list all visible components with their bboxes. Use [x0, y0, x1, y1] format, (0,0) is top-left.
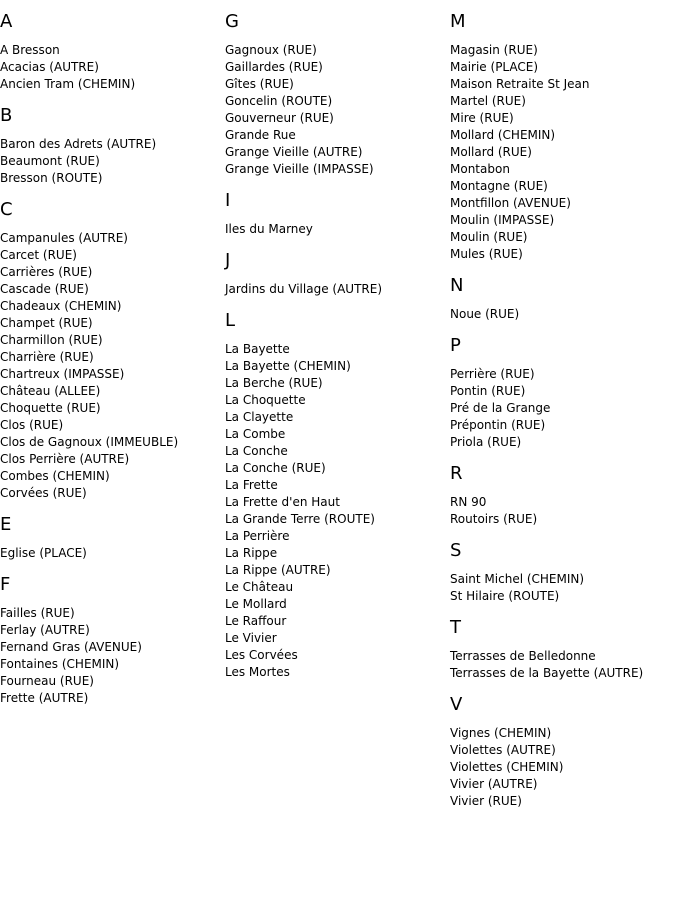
- section-letter-heading: N: [450, 275, 464, 296]
- letter-section: [225, 11, 449, 178]
- street-index-column-3: [450, 0, 674, 822]
- street-list: [0, 605, 224, 707]
- letter-section: [0, 11, 224, 93]
- section-letter-heading: J: [225, 250, 231, 271]
- street-list-item: Le Raffour: [225, 614, 287, 628]
- street-list: [0, 136, 224, 187]
- street-list-item: Champet (RUE): [0, 316, 93, 330]
- street-list-item: Montfillon (AVENUE): [450, 196, 571, 210]
- letter-section: [0, 574, 224, 707]
- street-list-item: Grange Vieille (AUTRE): [225, 145, 363, 159]
- street-list-item: Gaillardes (RUE): [225, 60, 323, 74]
- letter-section: [225, 310, 449, 681]
- letter-section: [225, 190, 449, 238]
- street-list-item: Chartreux (IMPASSE): [0, 367, 125, 381]
- street-list: [450, 306, 674, 323]
- street-list-item: Montabon: [450, 162, 510, 176]
- street-list-item: Fontaines (CHEMIN): [0, 657, 120, 671]
- section-letter-heading: V: [450, 694, 463, 715]
- street-list-item: La Conche: [225, 444, 288, 458]
- street-list-item: Bresson (ROUTE): [0, 171, 103, 185]
- street-list-item: Mairie (PLACE): [450, 60, 539, 74]
- street-list-item: Grande Rue: [225, 128, 296, 142]
- street-list: [450, 571, 674, 605]
- street-list-item: Mollard (RUE): [450, 145, 532, 159]
- letter-section: [450, 617, 674, 682]
- street-list-item: Moulin (RUE): [450, 230, 528, 244]
- street-list-item: La Bayette (CHEMIN): [225, 359, 351, 373]
- street-list-item: La Rippe: [225, 546, 278, 560]
- street-list-item: Prépontin (RUE): [450, 418, 546, 432]
- street-list-item: Ancien Tram (CHEMIN): [0, 77, 136, 91]
- street-list-item: Mire (RUE): [450, 111, 514, 125]
- section-letter-heading: T: [450, 617, 461, 638]
- street-list: [450, 366, 674, 451]
- street-list-item: A Bresson: [0, 43, 60, 57]
- street-list-item: Vivier (AUTRE): [450, 777, 538, 791]
- street-index-column-1: [0, 0, 224, 719]
- street-list-item: Baron des Adrets (AUTRE): [0, 137, 157, 151]
- street-list-item: Ferlay (AUTRE): [0, 623, 90, 637]
- section-letter-heading: E: [0, 514, 12, 535]
- section-letter-heading: A: [0, 11, 13, 32]
- section-letter-heading: I: [225, 190, 231, 211]
- street-list-item: Charrière (RUE): [0, 350, 94, 364]
- street-list-item: Combes (CHEMIN): [0, 469, 110, 483]
- street-list-item: Mollard (CHEMIN): [450, 128, 556, 142]
- section-letter-heading: S: [450, 540, 462, 561]
- section-letter-heading: F: [0, 574, 11, 595]
- street-list-item: La Conche (RUE): [225, 461, 326, 475]
- street-list-item: La Bayette: [225, 342, 290, 356]
- street-list-item: Fernand Gras (AVENUE): [0, 640, 142, 654]
- street-list-item: Le Vivier: [225, 631, 277, 645]
- letter-section: [450, 275, 674, 323]
- street-list-item: Pontin (RUE): [450, 384, 526, 398]
- street-list-item: Chadeaux (CHEMIN): [0, 299, 122, 313]
- street-list-item: Terrasses de la Bayette (AUTRE): [450, 666, 644, 680]
- street-list-item: La Frette: [225, 478, 278, 492]
- street-list-item: Clos de Gagnoux (IMMEUBLE): [0, 435, 179, 449]
- street-list-item: Eglise (PLACE): [0, 546, 87, 560]
- street-list: [0, 545, 224, 562]
- street-list: [0, 230, 224, 502]
- street-list-item: Campanules (AUTRE): [0, 231, 128, 245]
- street-list-item: Les Mortes: [225, 665, 290, 679]
- street-list-item: Martel (RUE): [450, 94, 526, 108]
- street-list-item: Choquette (RUE): [0, 401, 101, 415]
- section-letter-heading: L: [225, 310, 236, 331]
- street-list-item: Saint Michel (CHEMIN): [450, 572, 585, 586]
- street-list-item: Charmillon (RUE): [0, 333, 103, 347]
- street-list-item: Gagnoux (RUE): [225, 43, 317, 57]
- street-list: [450, 494, 674, 528]
- section-letter-heading: G: [225, 11, 239, 32]
- section-letter-heading: P: [450, 335, 461, 356]
- section-letter-heading: B: [0, 105, 13, 126]
- street-list-item: Clos (RUE): [0, 418, 64, 432]
- street-list-item: Vivier (RUE): [450, 794, 522, 808]
- street-list-item: Cascade (RUE): [0, 282, 89, 296]
- street-list-item: Gîtes (RUE): [225, 77, 294, 91]
- letter-section: [225, 250, 449, 298]
- street-list-item: Le Château: [225, 580, 294, 594]
- street-list-item: Les Corvées: [225, 648, 298, 662]
- street-list-item: Terrasses de Belledonne: [450, 649, 596, 663]
- letter-section: [0, 514, 224, 562]
- street-list-item: Failles (RUE): [0, 606, 75, 620]
- letter-section: [0, 199, 224, 502]
- street-list-item: Priola (RUE): [450, 435, 522, 449]
- street-list-item: Pré de la Grange: [450, 401, 551, 415]
- street-list: [225, 221, 449, 238]
- letter-section: [450, 335, 674, 451]
- street-list-item: Routoirs (RUE): [450, 512, 538, 526]
- street-list-item: La Combe: [225, 427, 286, 441]
- letter-section: [450, 463, 674, 528]
- street-list-item: La Frette d'en Haut: [225, 495, 340, 509]
- section-letter-heading: M: [450, 11, 466, 32]
- street-list-item: RN 90: [450, 495, 487, 509]
- street-list-item: Frette (AUTRE): [0, 691, 89, 705]
- street-list-item: Violettes (CHEMIN): [450, 760, 564, 774]
- street-list-item: Le Mollard: [225, 597, 287, 611]
- section-letter-heading: C: [0, 199, 13, 220]
- street-list-item: Goncelin (ROUTE): [225, 94, 333, 108]
- street-list-item: Château (ALLEE): [0, 384, 101, 398]
- letter-section: [450, 11, 674, 263]
- street-list-item: Montagne (RUE): [450, 179, 548, 193]
- street-list-item: Gouverneur (RUE): [225, 111, 334, 125]
- street-list-item: La Choquette: [225, 393, 306, 407]
- street-list-item: Violettes (AUTRE): [450, 743, 556, 757]
- street-list-item: Carrières (RUE): [0, 265, 93, 279]
- section-letter-heading: R: [450, 463, 463, 484]
- street-list-item: Moulin (IMPASSE): [450, 213, 555, 227]
- street-index-column-2: [225, 0, 449, 693]
- street-list-item: Maison Retraite St Jean: [450, 77, 590, 91]
- street-list: [450, 648, 674, 682]
- street-list-item: Beaumont (RUE): [0, 154, 100, 168]
- street-list-item: Fourneau (RUE): [0, 674, 94, 688]
- street-list: [225, 42, 449, 178]
- letter-section: [0, 105, 224, 187]
- street-list-item: Jardins du Village (AUTRE): [225, 282, 382, 296]
- letter-section: [450, 694, 674, 810]
- street-list-item: Grange Vieille (IMPASSE): [225, 162, 374, 176]
- street-list: [225, 341, 449, 681]
- street-list-item: Mules (RUE): [450, 247, 523, 261]
- street-list-item: Magasin (RUE): [450, 43, 538, 57]
- street-list: [450, 725, 674, 810]
- street-list: [225, 281, 449, 298]
- street-list-item: La Clayette: [225, 410, 294, 424]
- street-list-item: Corvées (RUE): [0, 486, 87, 500]
- street-list-item: Clos Perrière (AUTRE): [0, 452, 130, 466]
- street-list-item: Iles du Marney: [225, 222, 313, 236]
- street-list-item: Vignes (CHEMIN): [450, 726, 552, 740]
- letter-section: [450, 540, 674, 605]
- street-list-item: La Grande Terre (ROUTE): [225, 512, 375, 526]
- street-list-item: La Berche (RUE): [225, 376, 323, 390]
- street-list: [0, 42, 224, 93]
- street-list-item: La Perrière: [225, 529, 290, 543]
- street-list-item: Carcet (RUE): [0, 248, 77, 262]
- street-list-item: La Rippe (AUTRE): [225, 563, 331, 577]
- street-list-item: St Hilaire (ROUTE): [450, 589, 560, 603]
- street-list-item: Noue (RUE): [450, 307, 520, 321]
- street-list-item: Perrière (RUE): [450, 367, 535, 381]
- street-list-item: Acacias (AUTRE): [0, 60, 99, 74]
- street-list: [450, 42, 674, 263]
